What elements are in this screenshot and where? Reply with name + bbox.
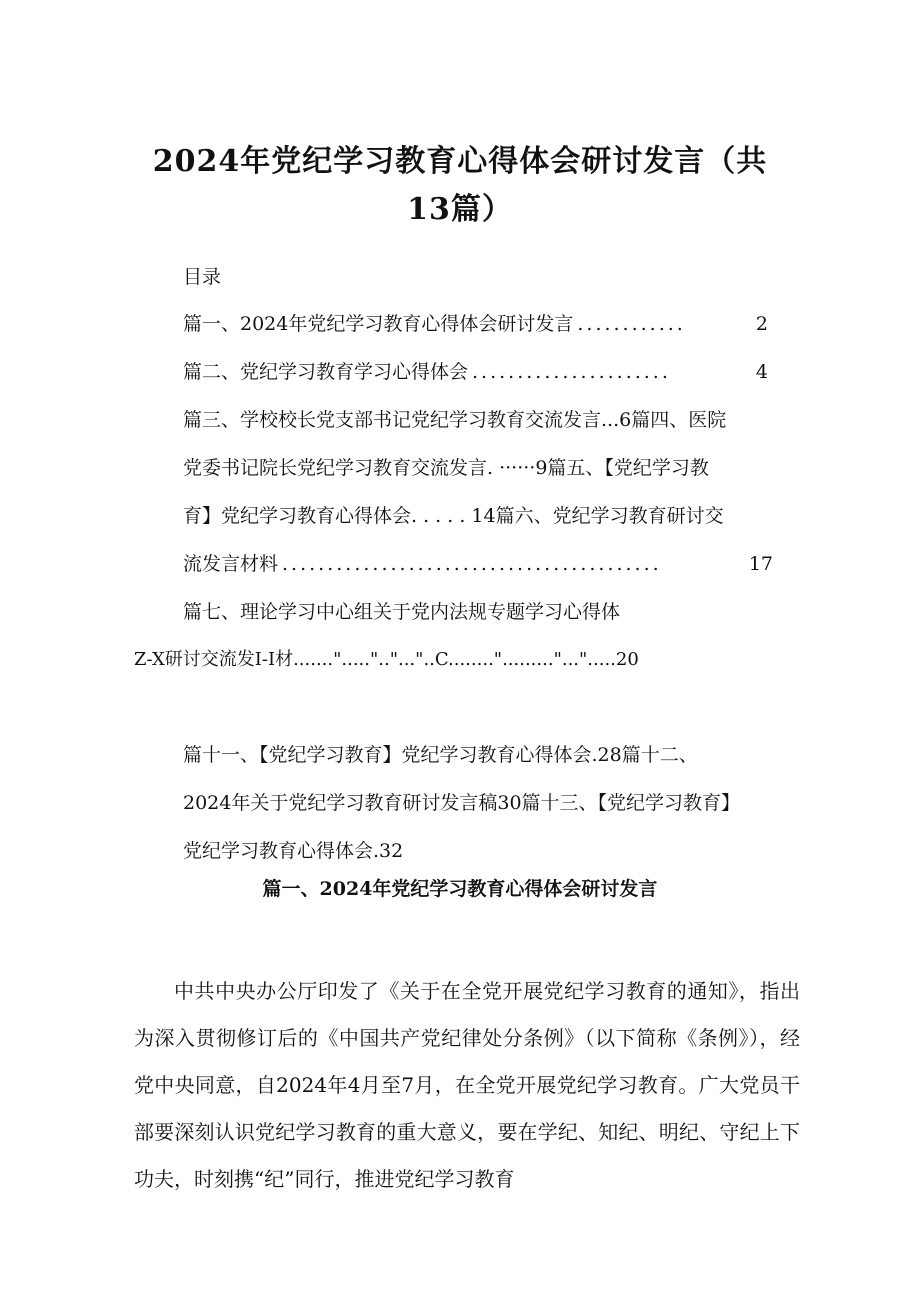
section-heading: 篇一、2024年党纪学习教育心得体会研讨发言 (262, 878, 658, 900)
toc-wrap-line[interactable]: 育】党纪学习教育心得体会. . . . . 14篇六、党纪学习教育研讨交 (183, 505, 724, 527)
body-paragraph: 中共中央办公厅印发了《关于在全党开展党纪学习教育的通知》，指出为深入贯彻修订后的《中国共产党纪律处分条例》（以下简称《条例》），经党中央同意，自2024年4月至7月，在全党开展党纪学习教育。广大党员干部要深刻认识党纪学习教育的重大意义，要在学纪、知纪、明纪、守纪上下功夫，时刻携“纪”同行，推进党纪学习教育 (134, 979, 800, 1191)
toc-leader: ...................... (472, 361, 671, 383)
document-title (120, 138, 800, 234)
toc-page-number: 17 (748, 553, 773, 575)
toc-page-number: 2 (755, 313, 768, 335)
toc-entry-title: 篇一、2024年党纪学习教育心得体会研讨发言 (183, 313, 574, 335)
toc-entry-title: 流发言材料 (183, 553, 279, 575)
toc-entry-2[interactable] (183, 360, 768, 384)
toc-entry-6-end[interactable] (183, 552, 773, 576)
toc-entry-title: 篇二、党纪学习教育学习心得体会 (183, 361, 469, 383)
toc-entry-7-line-1[interactable]: 篇七、理论学习中心组关于党内法规专题学习心得体 (183, 601, 621, 623)
toc-wrap-line[interactable]: 党委书记院长党纪学习教育交流发言. ······9篇五、【党纪学习教 (183, 457, 709, 479)
toc-leader: ............ (577, 313, 686, 335)
title-line-2: 13篇） (407, 192, 513, 227)
toc-page-number: 4 (755, 361, 768, 383)
toc-entry-7-line-2[interactable]: Z-X研讨交流发I-I材.......".....".."..."..C........"........."...".....20 (134, 649, 639, 670)
toc-lower-line[interactable]: 篇十一、【党纪学习教育】党纪学习教育心得体会.28篇十二、 (183, 744, 698, 766)
toc-entry-1[interactable] (183, 312, 768, 336)
toc-heading: 目录 (183, 266, 222, 288)
toc-wrap-line[interactable]: 篇三、学校校长党支部书记党纪学习教育交流发言...6篇四、医院 (183, 409, 727, 431)
title-line-1: 2024年党纪学习教育心得体会研讨发言（共 (152, 144, 768, 179)
toc-lower-line[interactable]: 党纪学习教育心得体会.32 (183, 840, 404, 862)
toc-leader: .......................................... (282, 553, 662, 575)
toc-lower-line[interactable]: 2024年关于党纪学习教育研讨发言稿30篇十三、【党纪学习教育】 (183, 792, 741, 814)
